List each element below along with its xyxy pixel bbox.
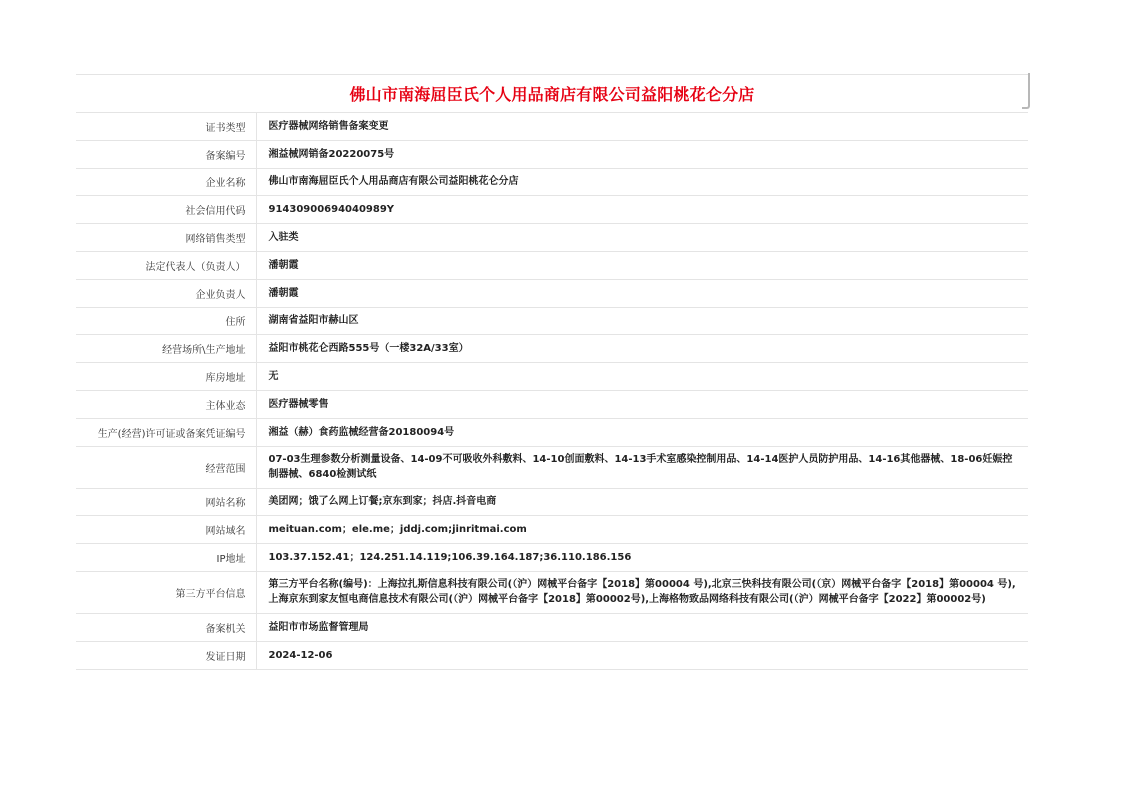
field-label: 主体业态	[76, 390, 256, 418]
field-value: 湘益（赫）食药监械经营备20180094号	[256, 418, 1028, 446]
field-value: 医疗器械网络销售备案变更	[256, 113, 1028, 140]
table-row	[76, 418, 1028, 446]
table-row	[76, 363, 1028, 391]
field-value: 2024-12-06	[256, 641, 1028, 669]
table-row	[76, 516, 1028, 544]
field-value: 益阳市市场监督管理局	[256, 613, 1028, 641]
table-row	[76, 251, 1028, 279]
table-row	[76, 488, 1028, 516]
table-row	[76, 446, 1028, 488]
field-label: 第三方平台信息	[76, 571, 256, 613]
field-label: 库房地址	[76, 363, 256, 391]
field-value: 湖南省益阳市赫山区	[256, 307, 1028, 335]
table-row	[76, 113, 1028, 140]
field-label: 企业名称	[76, 168, 256, 196]
record-panel	[76, 74, 1028, 670]
table-row	[76, 571, 1028, 613]
record-table	[76, 113, 1028, 670]
field-label: 企业负责人	[76, 279, 256, 307]
field-value: 益阳市桃花仑西路555号（一楼32A/33室）	[256, 335, 1028, 363]
table-row	[76, 641, 1028, 669]
field-value: 入驻类	[256, 224, 1028, 252]
table-row	[76, 140, 1028, 168]
table-row	[76, 390, 1028, 418]
scrollbar-edge[interactable]	[1022, 73, 1030, 109]
field-label: IP地址	[76, 544, 256, 572]
field-label: 经营范围	[76, 446, 256, 488]
field-label: 住所	[76, 307, 256, 335]
field-value: meituan.com；ele.me；jddj.com;jinritmai.com	[256, 516, 1028, 544]
table-row	[76, 307, 1028, 335]
table-row	[76, 279, 1028, 307]
table-row	[76, 168, 1028, 196]
field-value: 湘益械网销备20220075号	[256, 140, 1028, 168]
company-title: 佛山市南海屈臣氏个人用品商店有限公司益阳桃花仑分店	[349, 85, 755, 104]
field-value: 91430900694040989Y	[256, 196, 1028, 224]
field-label: 法定代表人（负责人）	[76, 251, 256, 279]
field-label: 网站名称	[76, 488, 256, 516]
field-value: 美团网；饿了么网上订餐;京东到家；抖店.抖音电商	[256, 488, 1028, 516]
table-row	[76, 196, 1028, 224]
field-value: 潘朝霞	[256, 279, 1028, 307]
field-value: 第三方平台名称(编号)：上海拉扎斯信息科技有限公司(（沪）网械平台备字【2018】第00004 号),北京三快科技有限公司(（京）网械平台备字【2018】第00004 号),上海京东到家友恒电商信息技术有限公司(（沪）网械平台备字【2018】第00002号),上海格物致品网络科技有限公司(（沪）网械平台备字【2022】第00002号)	[256, 571, 1028, 613]
table-row	[76, 335, 1028, 363]
field-label: 网站域名	[76, 516, 256, 544]
table-row	[76, 224, 1028, 252]
field-label: 网络销售类型	[76, 224, 256, 252]
field-value: 103.37.152.41；124.251.14.119;106.39.164.187;36.110.186.156	[256, 544, 1028, 572]
field-label: 发证日期	[76, 641, 256, 669]
field-label: 经营场所\生产地址	[76, 335, 256, 363]
field-value: 医疗器械零售	[256, 390, 1028, 418]
field-value: 无	[256, 363, 1028, 391]
field-label: 证书类型	[76, 113, 256, 140]
field-value: 潘朝霞	[256, 251, 1028, 279]
field-label: 备案机关	[76, 613, 256, 641]
title-bar	[76, 75, 1028, 113]
field-label: 备案编号	[76, 140, 256, 168]
field-value: 佛山市南海屈臣氏个人用品商店有限公司益阳桃花仑分店	[256, 168, 1028, 196]
table-row	[76, 544, 1028, 572]
field-label: 生产(经营)许可证或备案凭证编号	[76, 418, 256, 446]
table-row	[76, 613, 1028, 641]
field-value: 07-03生理参数分析测量设备、14-09不可吸收外科敷料、14-10创面敷料、14-13手术室感染控制用品、14-14医护人员防护用品、14-16其他器械、18-06妊娠控制器械、6840检测试纸	[256, 446, 1028, 488]
field-label: 社会信用代码	[76, 196, 256, 224]
